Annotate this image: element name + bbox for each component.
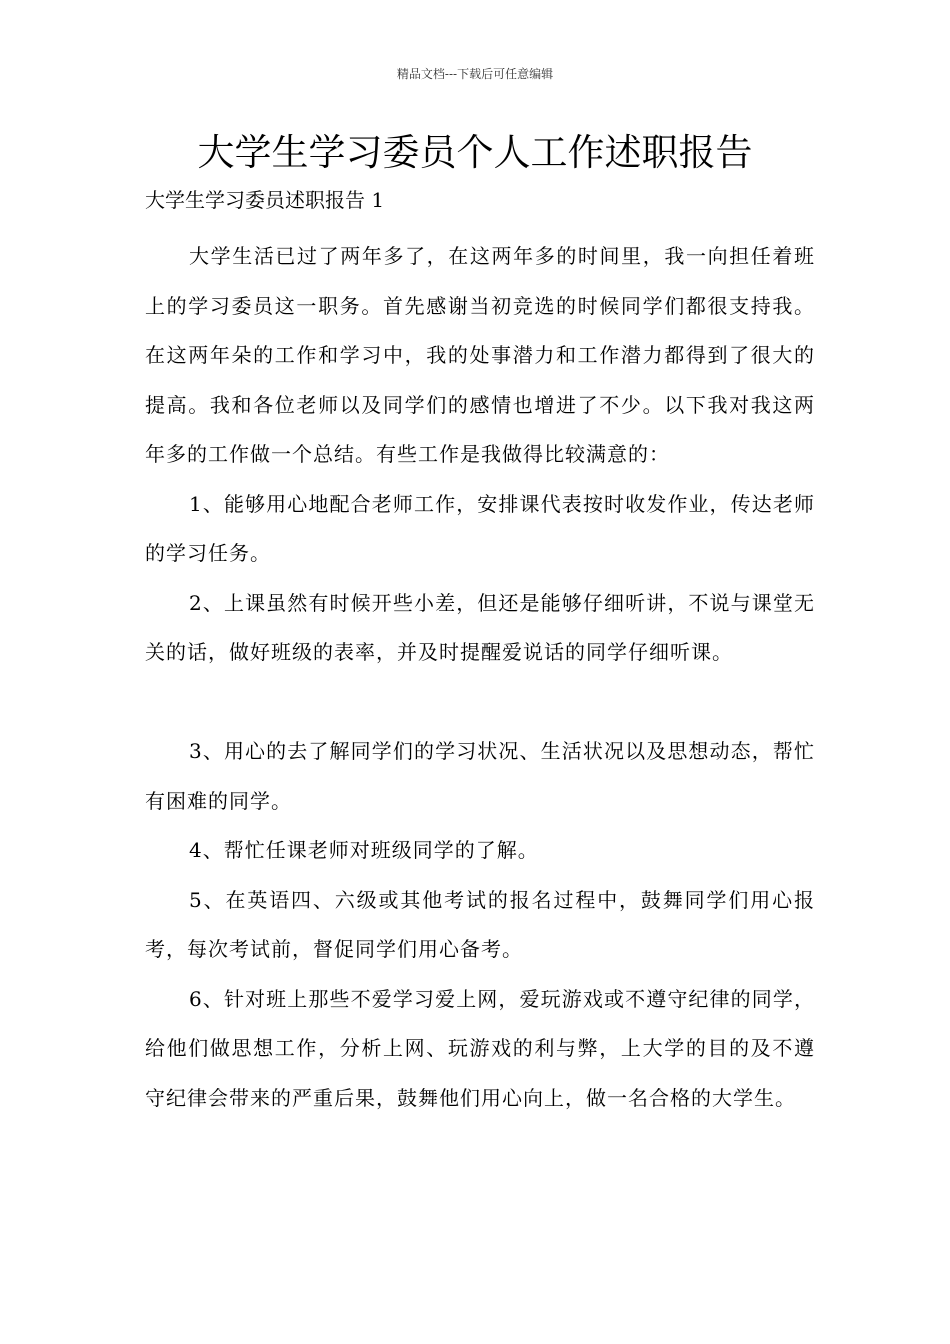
document-body — [145, 232, 815, 1123]
document-title: 大学生学习委员个人工作述职报告 — [197, 131, 753, 174]
paragraph-intro: 大学生活已过了两年多了，在这两年多的时间里，我一向担任着班上的学习委员这一职务。首先感谢当初竞选的时候同学们都很支持我。在这两年朵的工作和学习中，我的处事潜力和工作潜力都得到了很大的提高。我和各位老师以及同学们的感情也增进了不少。以下我对我这两年多的工作做一个总结。有些工作是我做得比较满意的： — [145, 244, 815, 466]
paragraph-item-2: 2、上课虽然有时候开些小差，但还是能够仔细听讲，不说与课堂无关的话，做好班级的表率，并及时提醒爱说话的同学仔细听课。 — [145, 590, 815, 664]
section-subtitle: 大学生学习委员述职报告 1 — [145, 188, 385, 212]
paragraph-item-3: 3、用心的去了解同学们的学习状况、生活状况以及思想动态，帮忙有困难的同学。 — [145, 739, 815, 813]
paragraph-item-5: 5、在英语四、六级或其他考试的报名过程中，鼓舞同学们用心报考，每次考试前，督促同学们用心备考。 — [145, 887, 815, 961]
paragraph-item-6: 6、针对班上那些不爱学习爱上网，爱玩游戏或不遵守纪律的同学，给他们做思想工作，分析上网、玩游戏的利与弊，上大学的目的及不遵守纪律会带来的严重后果，鼓舞他们用心向上，做一名合格的大学生。 — [145, 986, 815, 1110]
header-note: 精品文档---下载后可任意编辑 — [396, 67, 554, 81]
paragraph-item-1: 1、能够用心地配合老师工作，安排课代表按时收发作业，传达老师的学习任务。 — [145, 491, 815, 565]
paragraph-item-4: 4、帮忙任课老师对班级同学的了解。 — [189, 838, 539, 862]
